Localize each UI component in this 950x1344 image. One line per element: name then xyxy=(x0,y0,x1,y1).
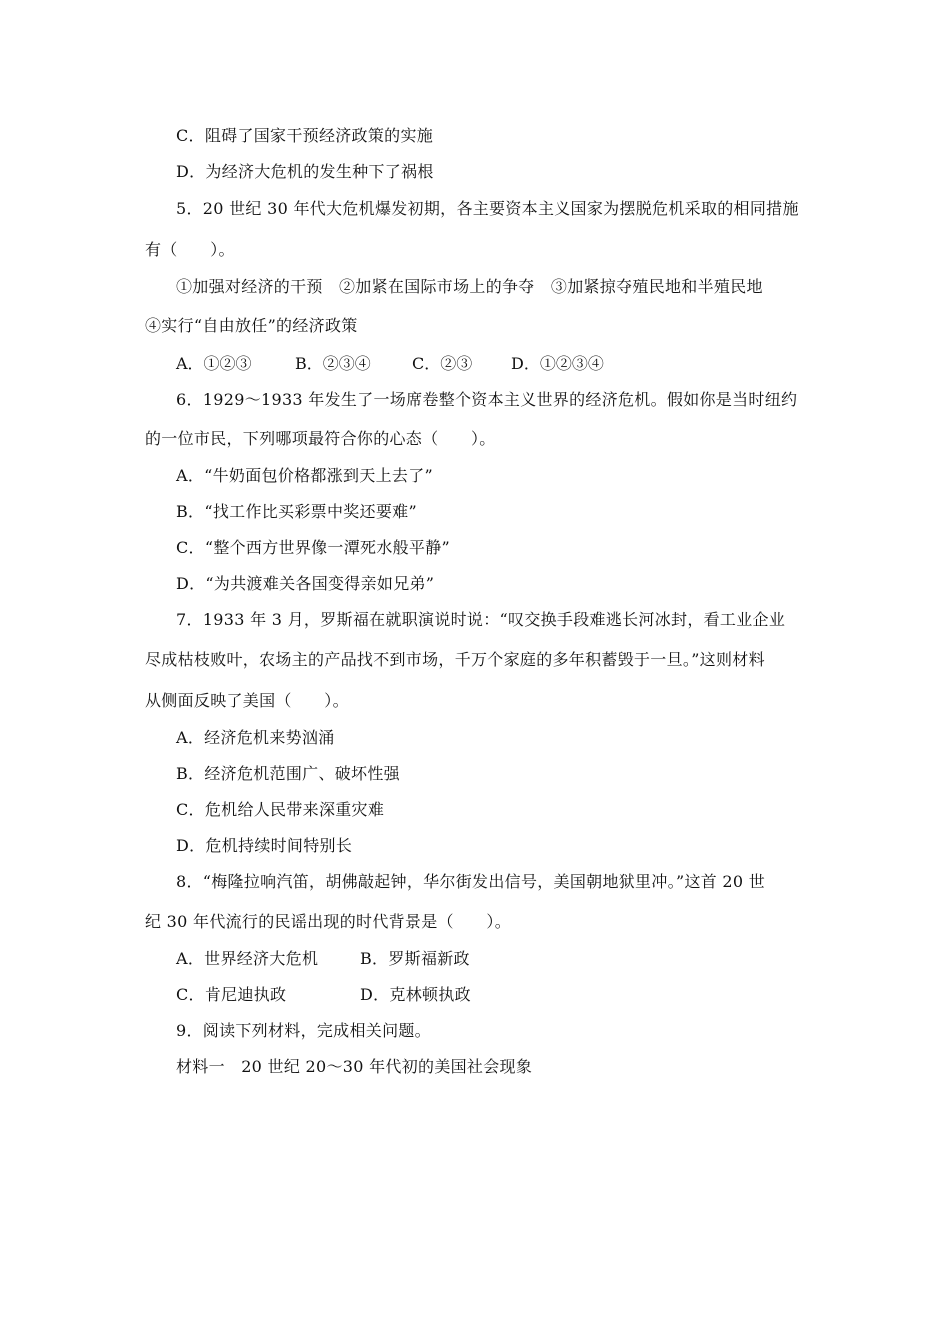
q6-option-c: C．“整个西方世界像一潭死水般平静” xyxy=(176,538,451,557)
q5-items-line2: ④实行“自由放任”的经济政策 xyxy=(145,316,358,335)
q5-stem-line1: 5．20 世纪 30 年代大危机爆发初期，各主要资本主义国家为摆脱危机采取的相同措施 xyxy=(176,199,799,218)
q7-stem-line3: 从侧面反映了美国（ ）。 xyxy=(145,691,349,710)
q7-stem-line1: 7．1933 年 3 月，罗斯福在就职演说时说：“叹交换手段难逃长河冰封，看工业企业 xyxy=(176,610,786,629)
q4-option-d: D．为经济大危机的发生种下了祸根 xyxy=(176,162,434,181)
q8-option-b: B．罗斯福新政 xyxy=(360,949,470,968)
q9-stem: 9．阅读下列材料，完成相关问题。 xyxy=(176,1021,431,1040)
q5-option-c: C．②③ xyxy=(412,354,473,373)
q7-option-d: D．危机持续时间特别长 xyxy=(176,836,353,855)
q6-option-b: B．“找工作比买彩票中奖还要难” xyxy=(176,502,417,521)
q7-option-b: B．经济危机范围广、破坏性强 xyxy=(176,764,400,783)
q8-option-c: C．肯尼迪执政 xyxy=(176,985,287,1004)
q5-option-d: D．①②③④ xyxy=(511,354,604,373)
q7-option-a: A．经济危机来势汹涌 xyxy=(176,728,335,747)
q9-material-one-title: 材料一 20 世纪 20～30 年代初的美国社会现象 xyxy=(176,1057,533,1076)
q7-option-c: C．危机给人民带来深重灾难 xyxy=(176,800,385,819)
q8-option-a: A．世界经济大危机 xyxy=(176,949,319,968)
q6-stem-line1: 6．1929～1933 年发生了一场席卷整个资本主义世界的经济危机。假如你是当时纽约 xyxy=(176,390,798,409)
q8-option-d: D．克林顿执政 xyxy=(360,985,471,1004)
q6-option-a: A．“牛奶面包价格都涨到天上去了” xyxy=(176,466,434,485)
q8-stem-line2: 纪 30 年代流行的民谣出现的时代背景是（ ）。 xyxy=(145,912,512,931)
q5-items-line1: ①加强对经济的干预 ②加紧在国际市场上的争夺 ③加紧掠夺殖民地和半殖民地 xyxy=(176,277,763,296)
q8-stem-line1: 8．“梅隆拉响汽笛，胡佛敲起钟，华尔街发出信号，美国朝地狱里冲。”这首 20 世 xyxy=(176,872,766,891)
q6-option-d: D．“为共渡难关各国变得亲如兄弟” xyxy=(176,574,435,593)
q5-option-b: B．②③④ xyxy=(295,354,371,373)
q7-stem-line2: 尽成枯枝败叶，农场主的产品找不到市场，千万个家庭的多年积蓄毁于一旦。”这则材料 xyxy=(145,650,765,669)
q4-option-c: C．阻碍了国家干预经济政策的实施 xyxy=(176,126,434,145)
q6-stem-line2: 的一位市民，下列哪项最符合你的心态（ ）。 xyxy=(145,429,496,448)
q5-stem-line2: 有（ ）。 xyxy=(145,240,235,259)
q5-option-a: A．①②③ xyxy=(176,354,252,373)
